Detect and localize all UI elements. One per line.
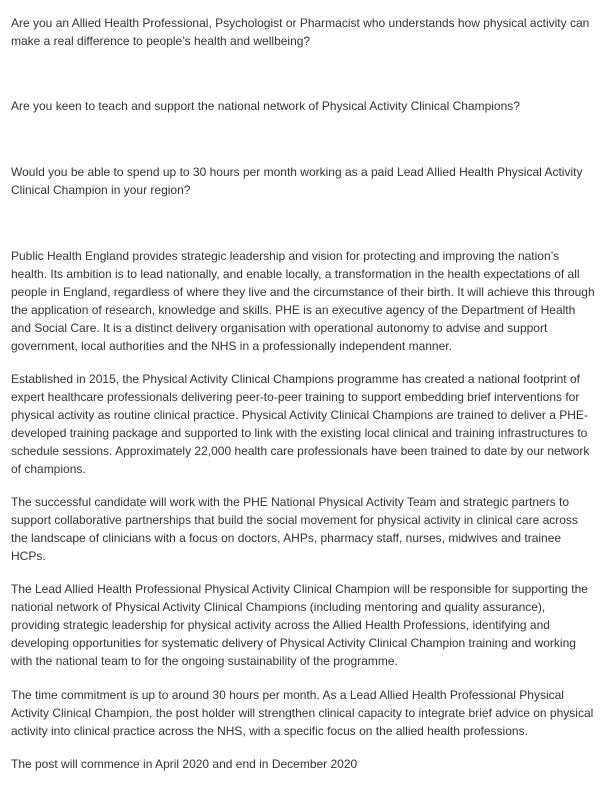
- paragraph-programme-background: Established in 2015, the Physical Activity Clinical Champions programme has created a national footprint of expert healthcare professionals delivering peer-to-peer training to support embedding brief interventions for physical activity as routine clinical practice. Physical Activity Clinical Champions are trained to deliver a PHE-developed training package and supported to link with the existing local clinical and training infrastructures to schedule sessions. Approximately 22,000 health care professionals have been trained to date by our network of champions.: [11, 372, 590, 476]
- intro-question-1: Are you an Allied Health Professional, Psychologist or Pharmacist who understands how physical activity can make a real difference to people’s health and wellbeing?: [11, 16, 590, 48]
- intro-question-3: Would you be able to spend up to 30 hours per month working as a paid Lead Allied Health Physical Activity Clinical Champion in your region?: [11, 165, 583, 197]
- paragraph-candidate-role: The successful candidate will work with the PHE National Physical Activity Team and strategic partners to support collaborative partnerships that build the social movement for physical activity in clinical care across the landscape of clinicians with a focus on doctors, AHPs, pharmacy staff, nurses, midwives and trainee HCPs.: [11, 495, 578, 563]
- paragraph-phe-overview: Public Health England provides strategic leadership and vision for protecting and improving the nation’s health. Its ambition is to lead nationally, and enable locally, a transformation in the health expectations of all people in England, regardless of where they live and the circumstance of their birth. It will achieve this through the application of research, knowledge and skills. PHE is an executive agency of the Department of Health and Social Care. It is a distinct delivery organisation with operational autonomy to advise and support government, local authorities and the NHS in a professionally independent manner.: [11, 249, 595, 353]
- paragraph-time-commitment: The time commitment is up to around 30 hours per month. As a Lead Allied Health Professional Physical Activity Clinical Champion, the post holder will strengthen clinical capacity to integrate brief advice on physical activity into clinical practice across the NHS, with a specific focus on the allied health professions.: [11, 688, 594, 738]
- paragraph-post-dates: The post will commence in April 2020 and end in December 2020: [11, 757, 358, 771]
- paragraph-responsibilities: The Lead Allied Health Professional Physical Activity Clinical Champion will be responsible for supporting the national network of Physical Activity Clinical Champions (including mentoring and quality assurance), providing strategic leadership for physical activity across the Allied Health Professions, identifying and developing opportunities for systematic delivery of Physical Activity Clinical Champion training and working with the national team to for the ongoing sustainability of the programme.: [11, 582, 588, 668]
- intro-question-2: Are you keen to teach and support the national network of Physical Activity Clinical Champions?: [11, 99, 520, 113]
